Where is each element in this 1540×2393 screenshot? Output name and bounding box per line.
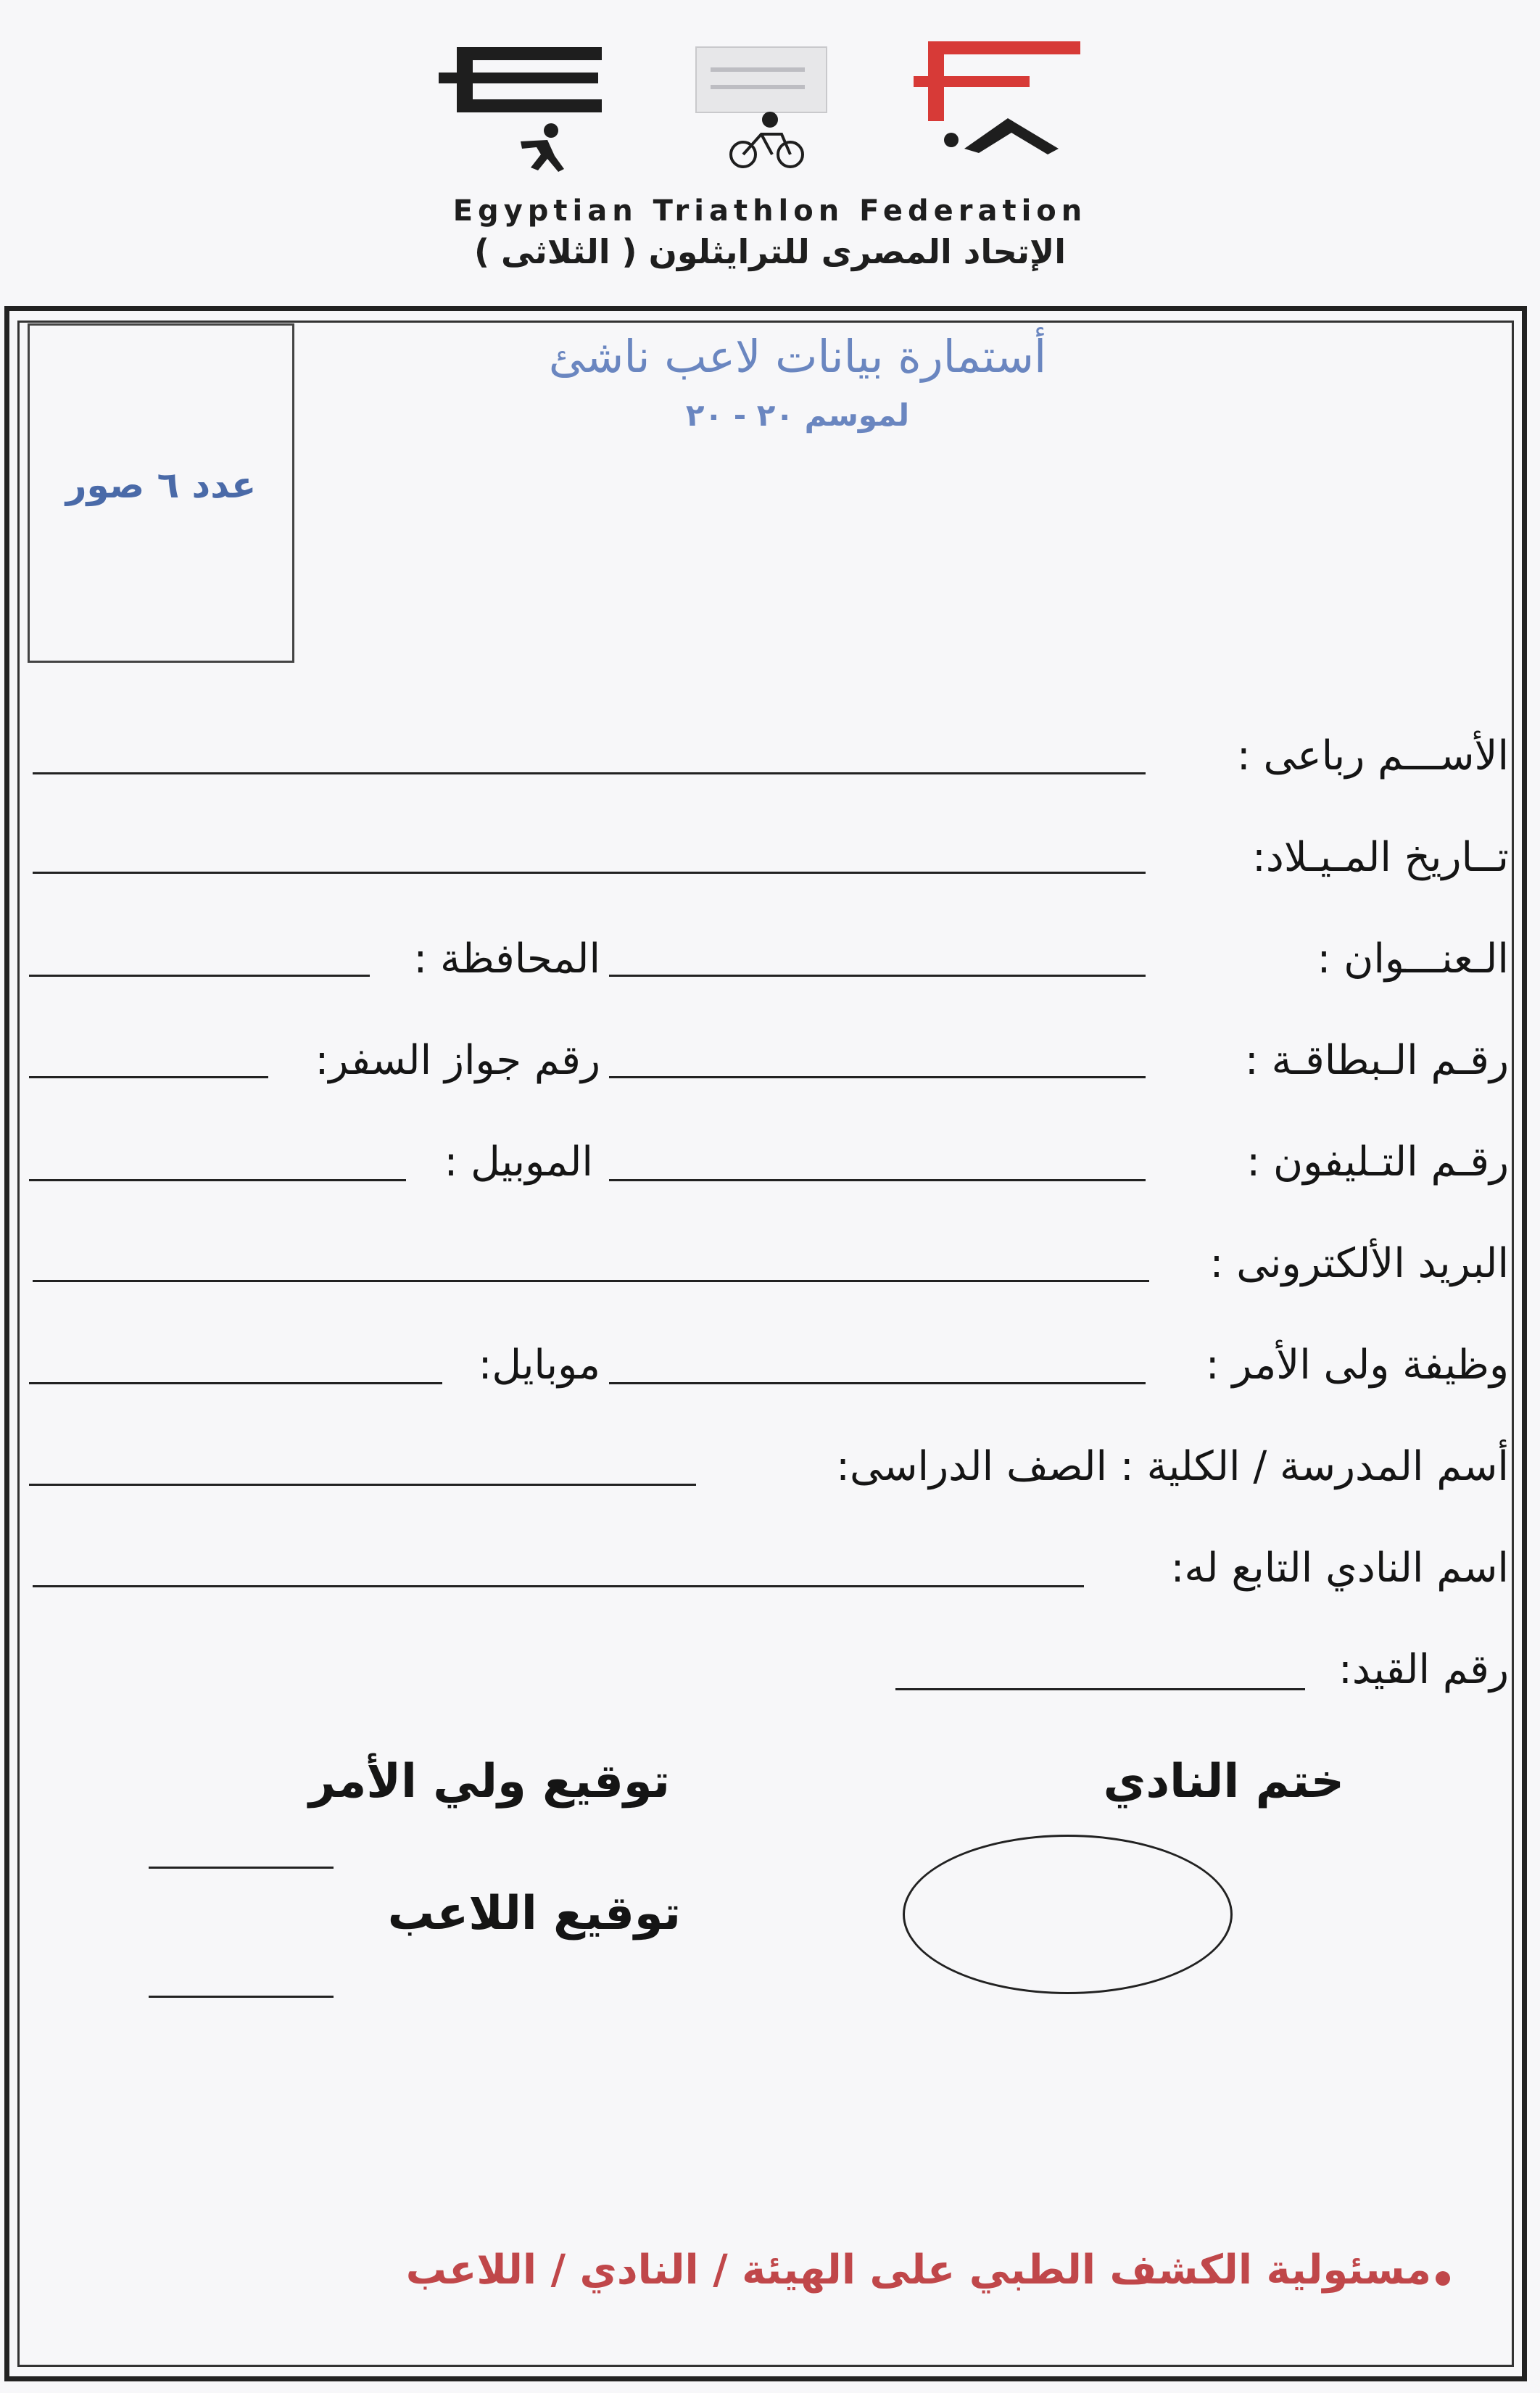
org-name-arabic: الإتحاد المصرى للترايثلون ( الثلاثى ) [473, 232, 1067, 271]
federation-logo [435, 33, 1088, 178]
label-email: البريد الألكترونى : [1209, 1240, 1509, 1287]
form-title: أستمارة بيانات لاعب ناشئ [548, 330, 1047, 383]
label-address: الـعنـــوان : [1317, 935, 1509, 983]
label-registration: رقم القيد: [1338, 1646, 1509, 1693]
swimmer-icon [944, 118, 1059, 154]
field-email[interactable] [33, 1280, 1149, 1282]
player-signature-label: توقيع اللاعب [387, 1887, 681, 1941]
club-stamp-area[interactable] [903, 1835, 1233, 1994]
org-name-english: Egyptian Triathlon Federation [452, 194, 1088, 228]
club-stamp-label: ختم النادي [1103, 1755, 1344, 1809]
label-governorate: المحافظة : [413, 935, 600, 983]
label-phone: رقـم التـليفون : [1246, 1138, 1509, 1186]
field-birth-date[interactable] [33, 872, 1146, 874]
medical-responsibility-note: مسئولية الكشف الطبي على الهيئة / النادي / اللاعب [405, 2247, 1431, 2294]
field-school[interactable] [29, 1484, 696, 1486]
label-passport: رقم جواز السفر: [315, 1037, 600, 1084]
field-id-number[interactable] [609, 1076, 1146, 1078]
label-club: اسم النادي التابع له: [1170, 1545, 1509, 1592]
label-mobile: الموبيل : [444, 1138, 593, 1186]
label-guardian-mobile: موبايل: [478, 1342, 600, 1389]
player-signature-line[interactable] [149, 1996, 334, 1998]
label-full-name: الأســـم رباعى : [1236, 732, 1509, 780]
label-birth-date: تــاريخ المـيـلاد: [1252, 834, 1509, 881]
field-address[interactable] [609, 975, 1146, 977]
logo-center-shape [696, 47, 827, 112]
form-season: لموسم ٢٠ - ٢٠ [685, 397, 910, 433]
field-registration[interactable] [895, 1688, 1305, 1690]
field-full-name[interactable] [33, 772, 1146, 774]
photo-count-label: عدد ٦ صور [65, 464, 257, 506]
field-guardian-mobile[interactable] [29, 1382, 442, 1384]
label-school: أسم المدرسة / الكلية : الصف الدراسى: [836, 1443, 1509, 1490]
label-guardian-job: وظيفة ولى الأمر : [1205, 1342, 1509, 1389]
bullet-icon [1436, 2271, 1450, 2286]
runner-icon [521, 123, 564, 172]
logo-f-shape [914, 41, 1080, 121]
field-phone[interactable] [609, 1179, 1146, 1181]
field-mobile[interactable] [29, 1179, 406, 1181]
field-club[interactable] [33, 1585, 1084, 1587]
field-guardian-job[interactable] [609, 1382, 1146, 1384]
logo-e-shape [439, 47, 602, 112]
label-id-number: رقـم الـبطاقـة : [1244, 1037, 1509, 1084]
field-passport[interactable] [29, 1076, 268, 1078]
field-governorate[interactable] [29, 975, 370, 977]
guardian-signature-label: توقيع ولي الأمر [308, 1755, 670, 1809]
guardian-signature-line[interactable] [149, 1867, 334, 1869]
cyclist-icon [731, 113, 803, 167]
